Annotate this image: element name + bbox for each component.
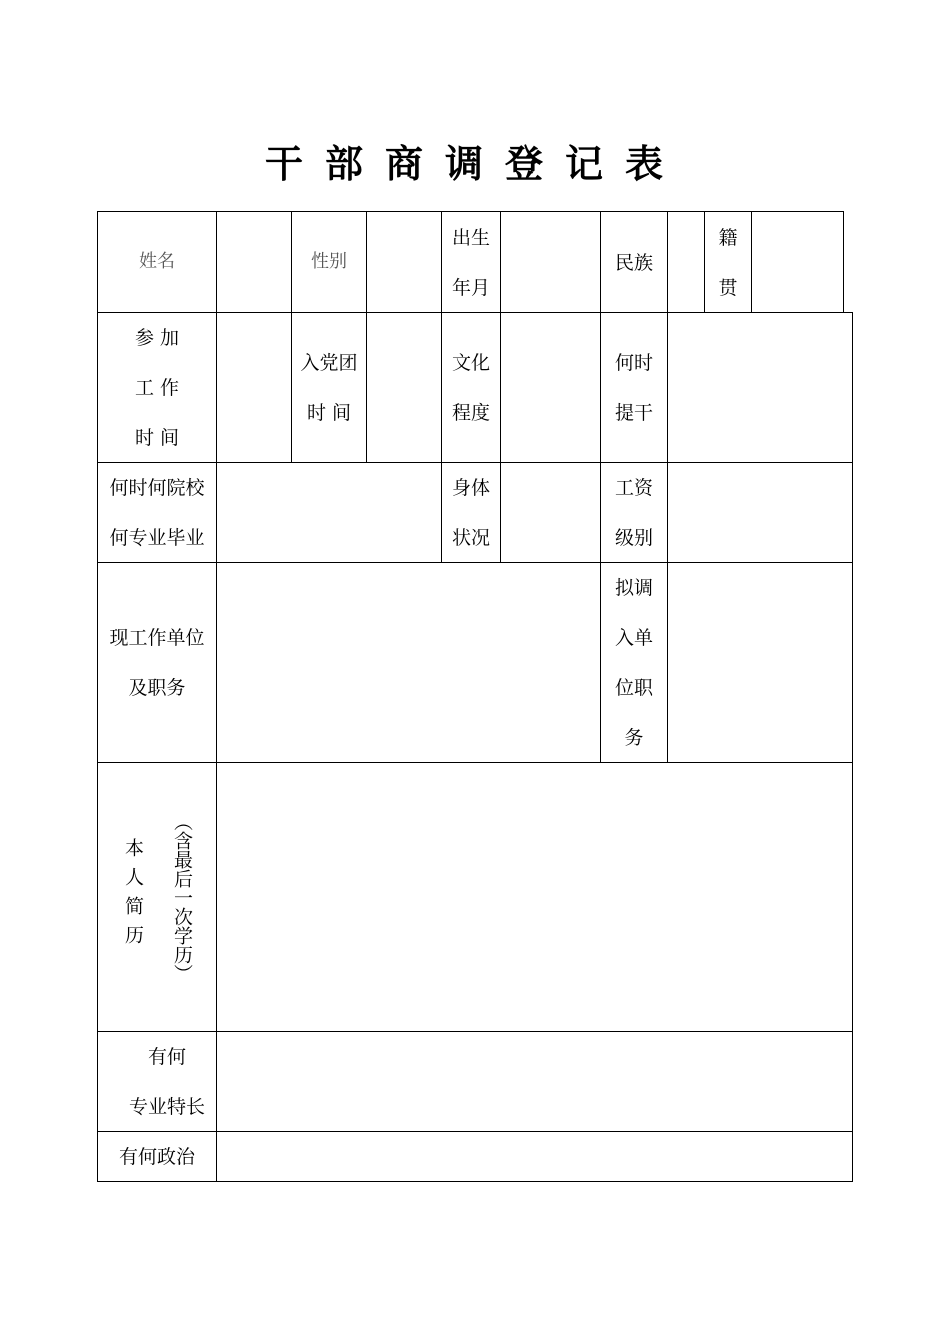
- health-label-line1: 身体: [451, 477, 490, 499]
- native-label-line2: 贯: [718, 277, 738, 299]
- work-start-label-line1: 参 加: [134, 327, 180, 349]
- ethnicity-field[interactable]: [668, 212, 704, 312]
- target-unit-field[interactable]: [668, 563, 852, 762]
- party-join-label-line1: 入党团: [300, 352, 358, 374]
- promotion-label-line1: 何时: [614, 352, 653, 374]
- work-start-label-line2: 工 作: [134, 377, 180, 399]
- specialty-field[interactable]: [217, 1032, 852, 1131]
- gender-label: 性别: [311, 251, 347, 272]
- form-border-top: [97, 211, 844, 212]
- health-label-line2: 状况: [451, 527, 490, 549]
- gender-field[interactable]: [367, 212, 441, 312]
- promotion-label-line2: 提干: [614, 402, 653, 424]
- graduation-label-line2: 何专业毕业: [109, 527, 205, 549]
- party-join-field[interactable]: [367, 313, 441, 462]
- name-label: 姓名: [139, 251, 175, 272]
- native-field[interactable]: [752, 212, 843, 312]
- health-field[interactable]: [501, 463, 600, 562]
- work-start-label-line3: 时 间: [134, 427, 180, 449]
- politics-field[interactable]: [217, 1132, 852, 1181]
- name-field[interactable]: [217, 212, 291, 312]
- resume-field[interactable]: [217, 763, 852, 1031]
- salary-label-line1: 工资: [614, 477, 653, 499]
- current-unit-label-line1: 现工作单位: [109, 627, 205, 649]
- graduation-label-line1: 何时何院校: [109, 477, 205, 499]
- form-border-right: [852, 312, 853, 1182]
- resume-note: （含最后一次学历）: [171, 812, 193, 983]
- education-label-line2: 程度: [451, 402, 490, 424]
- graduation-field[interactable]: [217, 463, 441, 562]
- birth-field[interactable]: [501, 212, 600, 312]
- target-unit-label-line2: 入单: [614, 627, 653, 649]
- specialty-label-line1: 有何: [147, 1046, 186, 1068]
- form-border-right-top: [843, 211, 844, 312]
- target-unit-label-line1: 拟调: [614, 577, 653, 599]
- specialty-label-line2: 专业特长: [128, 1096, 205, 1118]
- birth-label-line2: 年月: [451, 277, 490, 299]
- page-title: 干部商调登记表: [264, 141, 685, 186]
- work-start-field[interactable]: [217, 313, 291, 462]
- education-field[interactable]: [501, 313, 600, 462]
- party-join-label-line2: 时 间: [306, 402, 352, 424]
- target-unit-label-line3: 位职: [614, 677, 653, 699]
- salary-field[interactable]: [668, 463, 852, 562]
- current-unit-label-line2: 及职务: [128, 677, 186, 699]
- salary-label-line2: 级别: [614, 527, 653, 549]
- native-label-line1: 籍: [718, 227, 738, 249]
- birth-label-line1: 出生: [451, 227, 490, 249]
- target-unit-label-line4: 务: [624, 727, 644, 749]
- ethnicity-label: 民族: [614, 252, 653, 274]
- current-unit-field[interactable]: [217, 563, 600, 762]
- resume-label: 本人简历: [122, 838, 144, 954]
- promotion-field[interactable]: [668, 313, 852, 462]
- education-label-line1: 文化: [451, 352, 490, 374]
- politics-label: 有何政治: [118, 1146, 195, 1168]
